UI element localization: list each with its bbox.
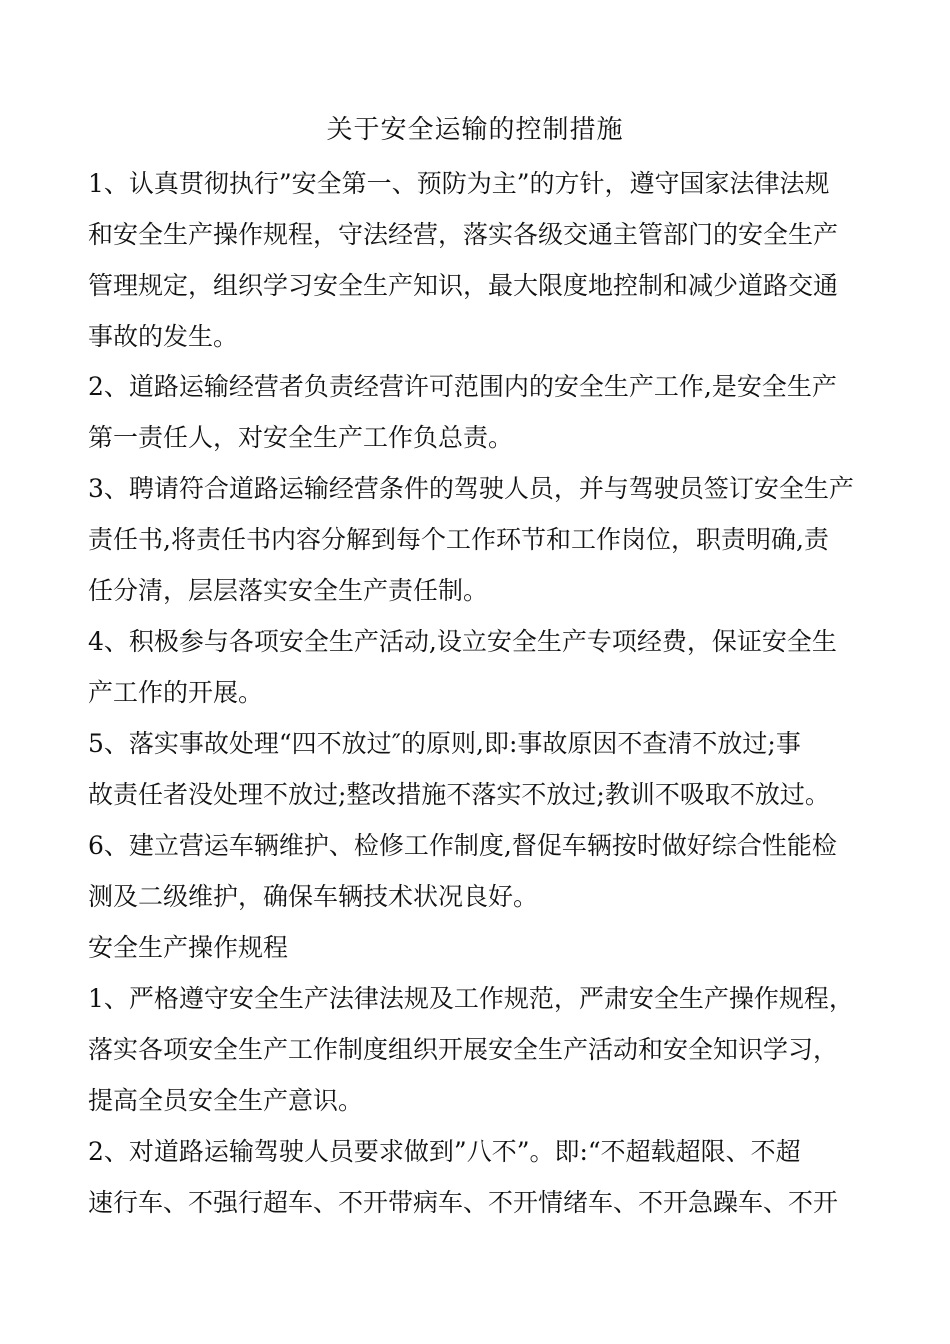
text-line: 故责任者没处理不放过;整改措施不落实不放过;教训不吸取不放过。 <box>88 780 830 809</box>
text-line: 3、聘请符合道路运输经营条件的驾驶人员，并与驾驶员签订安全生产 <box>88 474 854 503</box>
text-line: 4、积极参与各项安全生产活动,设立安全生产专项经费，保证安全生 <box>88 627 837 656</box>
text-line: 产工作的开展。 <box>88 678 264 707</box>
document-title: 关于安全运输的控制措施 <box>326 115 624 145</box>
text-line: 1、严格遵守安全生产法律法规及工作规范，严肃安全生产操作规程， <box>88 984 854 1013</box>
text-line: 第一责任人，对安全生产工作负总责。 <box>88 423 514 452</box>
text-line: 落实各项安全生产工作制度组织开展安全生产活动和安全知识学习， <box>88 1035 839 1064</box>
text-line: 管理规定，组织学习安全生产知识，最大限度地控制和减少道路交通 <box>88 271 839 300</box>
text-line: 和安全生产操作规程，守法经营，落实各级交通主管部门的安全生产 <box>88 220 839 249</box>
text-line: 责任书,将责任书内容分解到每个工作环节和工作岗位，职责明确,责 <box>88 525 829 554</box>
text-line: 6、建立营运车辆维护、检修工作制度,督促车辆按时做好综合性能检 <box>88 831 837 860</box>
text-line: 测及二级维护，确保车辆技术状况良好。 <box>88 882 539 911</box>
section-heading: 安全生产操作规程 <box>88 933 289 962</box>
text-line: 任分清，层层落实安全生产责任制。 <box>88 576 489 605</box>
text-line: 5、落实事故处理“四不放过″的原则,即:事故原因不查清不放过;事 <box>88 729 801 758</box>
text-line: 提高全员安全生产意识。 <box>88 1086 364 1115</box>
text-line: 事故的发生。 <box>88 322 239 351</box>
text-line: 2、道路运输经营者负责经营许可范围内的安全生产工作,是安全生产 <box>88 372 837 401</box>
text-line: 2、对道路运输驾驶人员要求做到”八不”。即:“不超载超限、不超 <box>88 1137 801 1166</box>
text-line: 1、认真贯彻执行”安全第一、预防为主”的方针，遵守国家法律法规 <box>88 169 830 198</box>
text-line: 速行车、不强行超车、不开带病车、不开情绪车、不开急躁车、不开 <box>88 1188 839 1217</box>
